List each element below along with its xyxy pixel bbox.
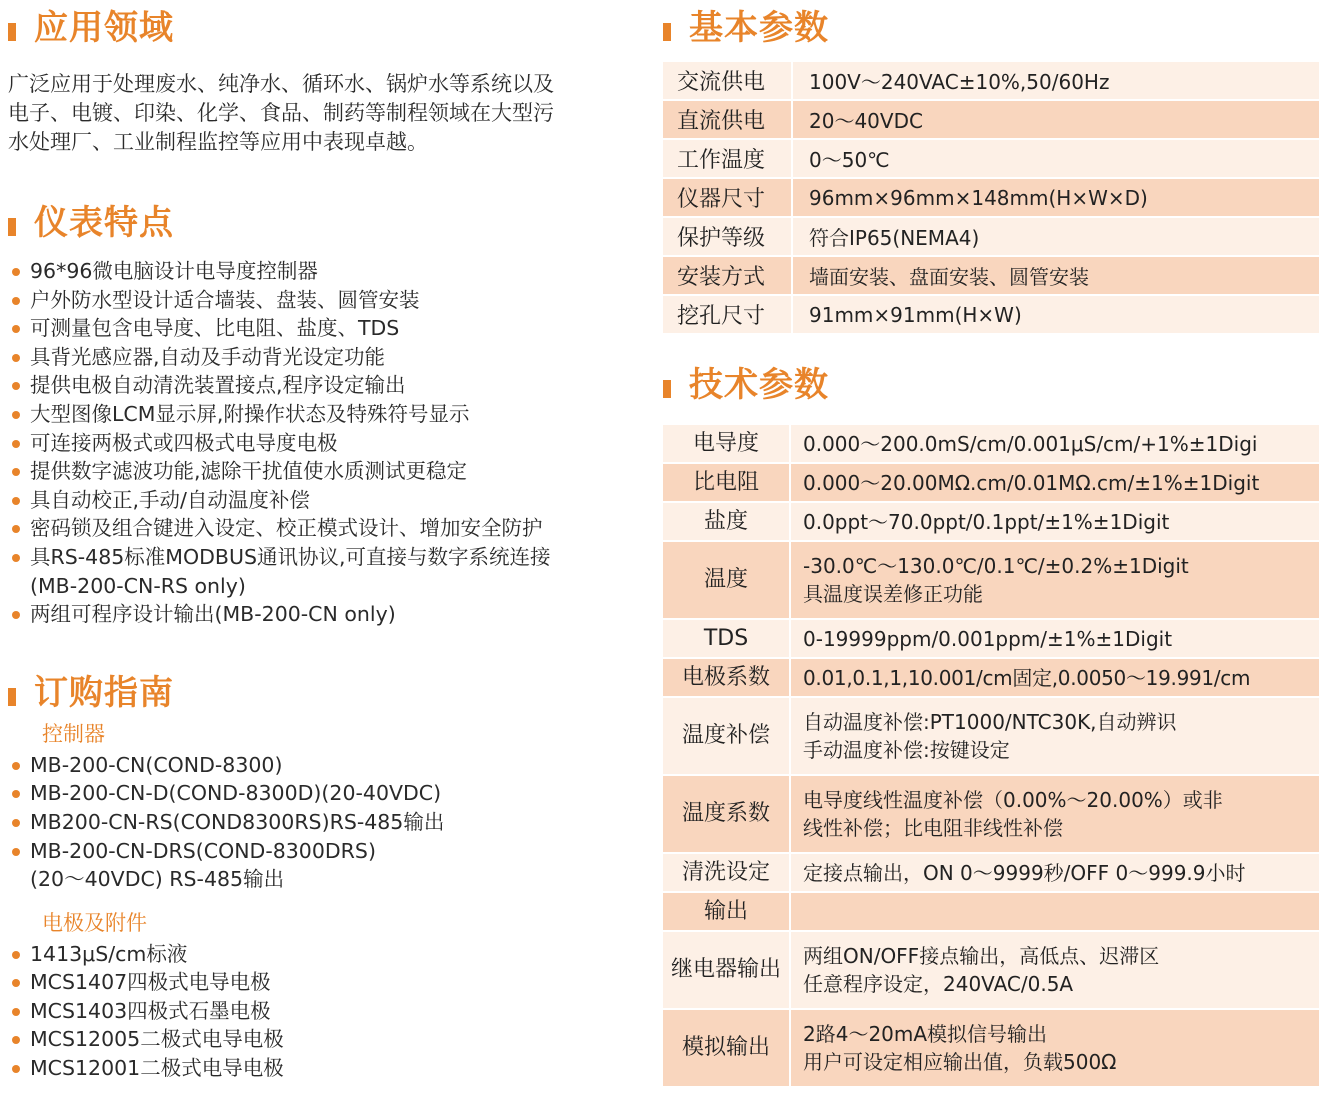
list-item: MCS1407四极式电导电极 [8,968,648,997]
list-item-text: 具RS-485标准MODBUS通讯协议,可直接与数字系统连接 [30,544,551,569]
table-row [663,932,1319,1010]
param-key: 继电器输出 [663,932,791,1010]
param-value-line: 0.000～20.00MΩ.cm/0.01MΩ.cm/±1%±1Digit [803,470,1260,495]
list-item: 可连接两极式或四极式电导度电极 [8,429,648,458]
param-key: 盐度 [663,503,791,542]
param-value-line: 任意程序设定，240VAC/0.5A [803,972,1074,996]
list-item: 提供数字滤波功能,滤除干扰值使水质测试更稳定 [8,457,648,486]
application-line: 广泛应用于处理废水、纯净水、循环水、锅炉水等系统以及 [8,72,554,96]
param-value [791,503,1319,542]
param-value-line: 自动温度补偿:PT1000/NTC30K,自动辨识 [803,710,1177,734]
tech-params-title: 技术参数 [689,365,829,405]
table-row [663,62,1319,101]
param-value: 96mm×96mm×148mm(H×W×D) [793,179,1319,218]
param-value: 91mm×91mm(H×W) [793,296,1319,335]
section-marker [8,23,16,41]
param-value [791,425,1319,464]
table-row [663,698,1319,776]
param-key: TDS [663,620,791,659]
table-row [663,854,1319,893]
list-item [8,543,648,600]
param-value-line: 手动温度补偿:按键设定 [803,738,1010,762]
section-marker [663,23,671,41]
list-item: 1413μS/cm标液 [8,940,648,969]
electrode-subhead: 电极及附件 [42,910,147,935]
param-value-line: 0.0ppt～70.0ppt/0.1ppt/±1%±1Digit [803,509,1170,534]
param-value-line: 0-19999ppm/0.001ppm/±1%±1Digit [803,626,1173,651]
param-key: 比电阻 [663,464,791,503]
list-item: MCS12001二极式电导电极 [8,1054,648,1083]
param-key: 温度 [663,542,791,620]
param-key: 电极系数 [663,659,791,698]
list-item: 户外防水型设计适合墙装、盘装、圆管安装 [8,286,648,315]
table-row [663,542,1319,620]
basic-params-header [663,0,1319,48]
table-row [663,503,1319,542]
table-row [663,101,1319,140]
list-item: MCS12005二极式电导电极 [8,1025,648,1054]
param-value [791,854,1319,893]
list-item: MB200-CN-RS(COND8300RS)RS-485输出 [8,808,648,837]
param-value-line: 线性补偿；比电阻非线性补偿 [803,816,1063,840]
table-row [663,464,1319,503]
param-key: 电导度 [663,425,791,464]
application-line: 电子、电镀、印染、化学、食品、制药等制程领域在大型污 [8,101,554,125]
section-marker [663,380,671,398]
param-key: 直流供电 [663,101,793,140]
param-value: 墙面安装、盘面安装、圆管安装 [793,257,1319,296]
list-item: 具背光感应器,自动及手动背光设定功能 [8,343,648,372]
application-line: 水处理厂、工业制程监控等应用中表现卓越。 [8,130,428,154]
application-header [8,0,648,48]
ordering-title: 订购指南 [34,672,174,713]
param-value [791,542,1319,620]
param-value [791,776,1319,854]
application-title: 应用领域 [34,8,174,48]
table-row [663,296,1319,335]
param-key: 仪器尺寸 [663,179,793,218]
param-value: 20～40VDC [793,101,1319,140]
list-item: MB-200-CN(COND-8300) [8,751,648,780]
param-key: 输出 [663,893,791,932]
list-item: MB-200-CN-D(COND-8300D)(20-40VDC) [8,779,648,808]
list-item: 可测量包含电导度、比电阻、盐度、TDS [8,314,648,343]
param-key: 温度系数 [663,776,791,854]
param-key: 清洗设定 [663,854,791,893]
list-item: 大型图像LCM显示屏,附操作状态及特殊符号显示 [8,400,648,429]
param-value-line: -30.0℃～130.0℃/0.1℃/±0.2%±1Digit [803,554,1189,578]
param-value-line: 用户可设定相应输出值，负载500Ω [803,1050,1117,1074]
features-list [8,257,648,629]
features-header [8,195,648,243]
param-value: 0～50℃ [793,140,1319,179]
param-value [791,464,1319,503]
application-text [8,70,648,157]
param-value-line: 0.000～200.0mS/cm/0.001μS/cm/+1%±1Digi [803,431,1258,456]
list-item: 具自动校正,手动/自动温度补偿 [8,486,648,515]
section-marker [8,688,16,706]
electrode-list [8,940,648,1083]
param-value-line: 电导度线性温度补偿（0.00%～20.00%）或非 [803,788,1223,812]
param-key: 安装方式 [663,257,793,296]
table-row [663,425,1319,464]
param-value [791,932,1319,1010]
param-key: 交流供电 [663,62,793,101]
param-value-line: 定接点输出，ON 0～9999秒/OFF 0～999.9小时 [803,860,1246,885]
left-column [8,0,648,1083]
table-row [663,659,1319,698]
param-value-line: 两组ON/OFF接点输出，高低点、迟滞区 [803,944,1160,968]
param-value [791,893,1319,932]
table-row [663,257,1319,296]
param-value-line: 2路4～20mA模拟信号输出 [803,1022,1048,1046]
basic-params-title: 基本参数 [689,8,829,48]
ordering-header [8,665,648,713]
list-item: 两组可程序设计输出(MB-200-CN only) [8,600,648,629]
right-column [663,0,1319,1088]
param-value [791,620,1319,659]
features-title: 仪表特点 [34,203,174,243]
param-value: 100V～240VAC±10%,50/60Hz [793,62,1319,101]
param-key: 工作温度 [663,140,793,179]
param-value-line: 具温度误差修正功能 [803,582,983,606]
table-row [663,776,1319,854]
table-row [663,140,1319,179]
tech-params-table [663,425,1319,1088]
list-item-subtext: (MB-200-CN-RS only) [30,573,246,598]
param-value-line: 0.01,0.1,1,10.001/cm固定,0.0050～19.991/cm [803,665,1251,690]
controller-subhead: 控制器 [42,721,105,746]
param-value [791,698,1319,776]
list-item-text: MB-200-CN-DRS(COND-8300DRS) [30,838,376,863]
table-row [663,620,1319,659]
param-key: 温度补偿 [663,698,791,776]
list-item: 96*96微电脑设计电导度控制器 [8,257,648,286]
section-marker [8,218,16,236]
controller-list [8,751,648,894]
param-value [791,659,1319,698]
param-key: 挖孔尺寸 [663,296,793,335]
param-value [791,1010,1319,1088]
list-item-subtext: (20～40VDC) RS-485输出 [30,867,285,892]
list-item: 密码锁及组合键进入设定、校正模式设计、增加安全防护 [8,514,648,543]
list-item: MCS1403四极式石墨电极 [8,997,648,1026]
table-row [663,1010,1319,1088]
param-key: 保护等级 [663,218,793,257]
table-row [663,179,1319,218]
table-row [663,893,1319,932]
tech-params-header [663,357,1319,405]
list-item: 提供电极自动清洗装置接点,程序设定输出 [8,371,648,400]
param-key: 模拟输出 [663,1010,791,1088]
param-value: 符合IP65(NEMA4) [793,218,1319,257]
basic-params-table [663,62,1319,335]
table-row [663,218,1319,257]
list-item [8,837,648,894]
